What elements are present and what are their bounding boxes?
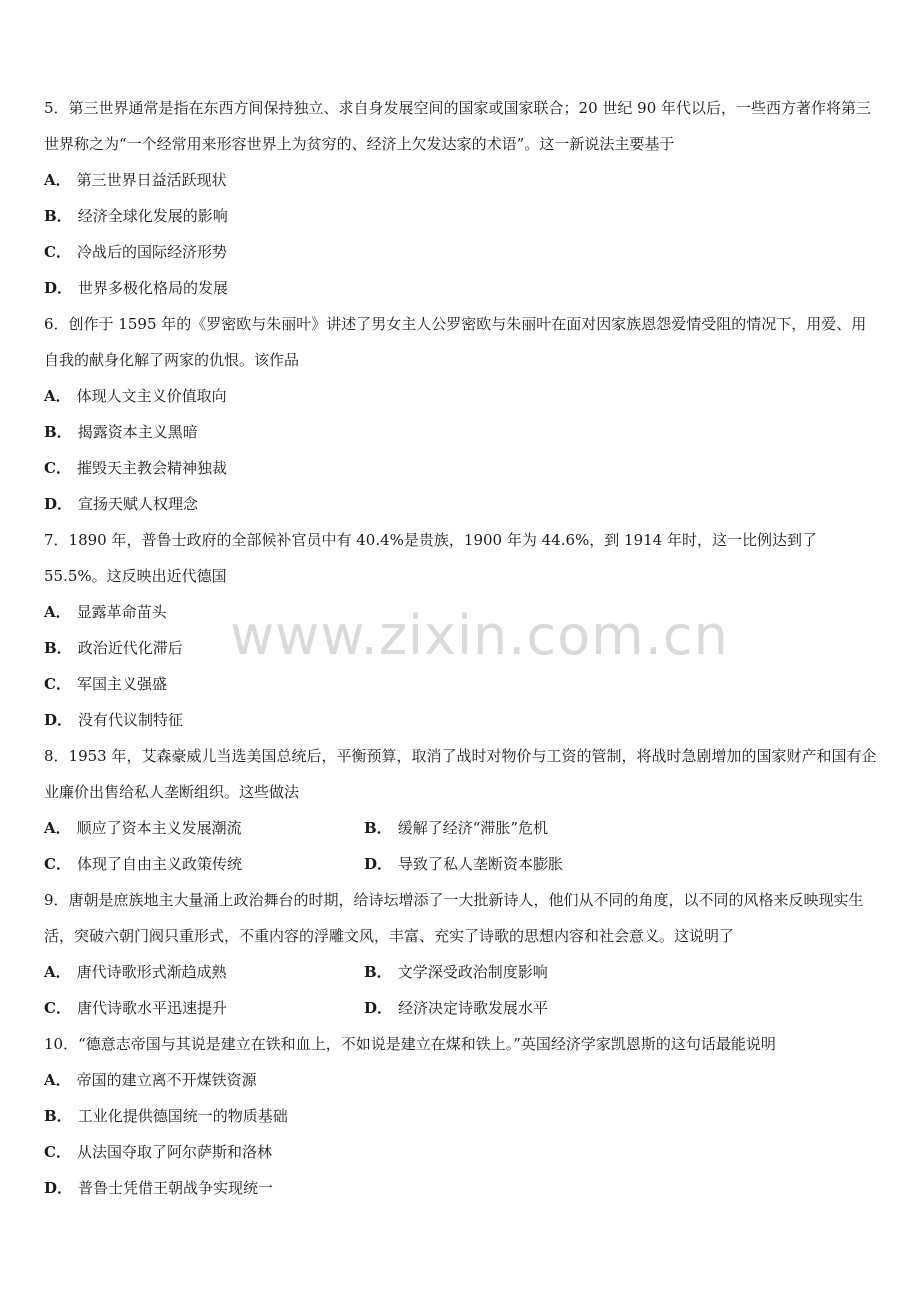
option-c: C． 摧毁天主教会精神独裁 xyxy=(44,459,227,477)
option-c: C． 冷战后的国际经济形势 xyxy=(44,243,227,261)
option-c: C． 从法国夺取了阿尔萨斯和洛林 xyxy=(44,1143,272,1161)
option-d: D． 宣扬天赋人权理念 xyxy=(44,495,199,513)
option-row xyxy=(44,990,880,1026)
watermark: www.zixin.com.cn xyxy=(230,604,729,667)
option-c: C． 军国主义强盛 xyxy=(44,675,167,693)
option-b: B． 工业化提供德国统一的物质基础 xyxy=(44,1107,288,1125)
question-7 xyxy=(44,522,880,738)
option-d: D． 导致了私人垄断资本膨胀 xyxy=(364,855,564,873)
option-b: B． 经济全球化发展的影响 xyxy=(44,207,228,225)
option-c: C． 体现了自由主义政策传统 xyxy=(44,855,242,873)
question-10 xyxy=(44,1026,880,1206)
option-row xyxy=(44,810,880,846)
option-b: B． 缓解了经济“滞胀”危机 xyxy=(364,819,549,837)
option-d: D． 普鲁士凭借王朝战争实现统一 xyxy=(44,1179,274,1197)
option-a: A． 第三世界日益活跃现状 xyxy=(44,171,227,189)
question-stem: 9．唐朝是庶族地主大量涌上政治舞台的时期，给诗坛增添了一大批新诗人，他们从不同的角度，以不同的风格来反映现实生活，突破六朝门阀只重形式，不重内容的浮雕文风，丰富、充实了诗歌的思想内容和社会意义。这说明了 xyxy=(44,891,864,945)
option-a: A． 体现人文主义价值取向 xyxy=(44,387,227,405)
question-stem: 8．1953 年，艾森豪威儿当选美国总统后，平衡预算，取消了战时对物价与工资的管制，将战时急剧增加的国家财产和国有企业廉价出售给私人垄断组织。这些做法 xyxy=(44,747,877,801)
option-d: D． 经济决定诗歌发展水平 xyxy=(364,999,549,1017)
option-d: D． 没有代议制特征 xyxy=(44,711,184,729)
question-6 xyxy=(44,306,880,522)
option-a: A． 唐代诗歌形式渐趋成熟 xyxy=(44,963,227,981)
option-d: D． 世界多极化格局的发展 xyxy=(44,279,229,297)
option-b: B． 揭露资本主义黑暗 xyxy=(44,423,198,441)
option-a: A． 顺应了资本主义发展潮流 xyxy=(44,819,242,837)
question-5 xyxy=(44,90,880,306)
question-stem: 5．第三世界通常是指在东西方间保持独立、求自身发展空间的国家或国家联合；20 世纪 90 年代以后，一些西方著作将第三世界称之为“一个经常用来形容世界上为贫穷的、经济上欠发达家的术语”。这一新说法主要基于 xyxy=(44,99,872,153)
option-c: C． 唐代诗歌水平迅速提升 xyxy=(44,999,227,1017)
option-b: B． 文学深受政治制度影响 xyxy=(364,963,548,981)
question-stem: 6．创作于 1595 年的《罗密欧与朱丽叶》讲述了男女主人公罗密欧与朱丽叶在面对因家族恩怨爱情受阻的情况下，用爱、用自我的献身化解了两家的仇恨。该作品 xyxy=(44,315,867,369)
document-page xyxy=(44,90,880,1206)
option-b: B． 政治近代化滞后 xyxy=(44,639,183,657)
question-stem: 7．1890 年，普鲁士政府的全部候补官员中有 40.4%是贵族，1900 年为 44.6%，到 1914 年时，这一比例达到了 55.5%。这反映出近代德国 xyxy=(44,531,817,585)
question-stem: 10．“德意志帝国与其说是建立在铁和血上，不如说是建立在煤和铁上。”英国经济学家凯恩斯的这句话最能说明 xyxy=(44,1035,776,1053)
question-9 xyxy=(44,882,880,1026)
question-8 xyxy=(44,738,880,882)
option-row xyxy=(44,846,880,882)
option-row xyxy=(44,954,880,990)
option-a: A． 帝国的建立离不开煤铁资源 xyxy=(44,1071,257,1089)
option-a: A． 显露革命苗头 xyxy=(44,603,167,621)
